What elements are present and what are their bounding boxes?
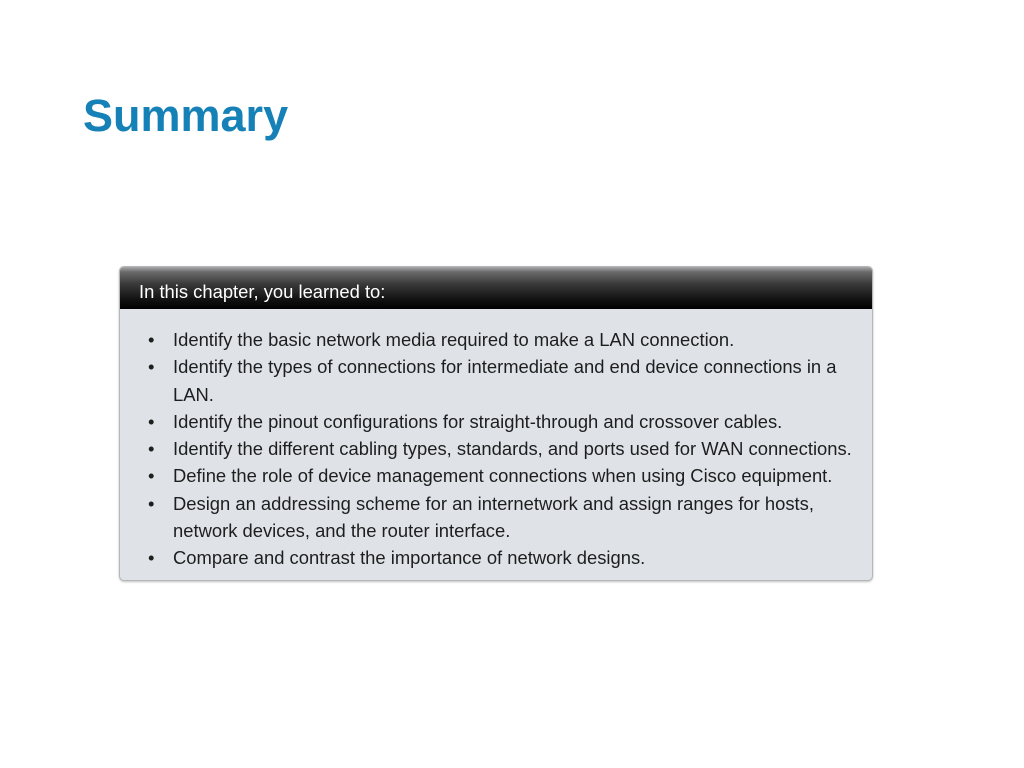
bullet: • bbox=[148, 410, 155, 432]
summary-item-text: Identify the pinout configurations for straight-through and crossover cables. bbox=[173, 410, 783, 432]
slide-title: Summary bbox=[83, 90, 289, 141]
summary-item bbox=[148, 490, 868, 545]
panel-header-text: In this chapter, you learned to: bbox=[139, 281, 386, 302]
summary-item-text: Compare and contrast the importance of network designs. bbox=[173, 547, 646, 569]
bullet: • bbox=[148, 329, 155, 350]
bullet: • bbox=[148, 465, 155, 487]
panel-header bbox=[120, 267, 872, 309]
summary-item-text: Identify the types of connections for intermediate and end device connections in a LAN. bbox=[173, 356, 837, 405]
summary-item bbox=[148, 435, 868, 462]
bullet: • bbox=[148, 356, 155, 378]
summary-item bbox=[148, 326, 868, 353]
bullet: • bbox=[148, 547, 155, 569]
summary-item bbox=[148, 544, 868, 571]
summary-item-text: Identify the different cabling types, standards, and ports used for WAN connections. bbox=[173, 438, 852, 460]
summary-panel bbox=[119, 266, 873, 581]
summary-list bbox=[148, 326, 868, 572]
summary-item bbox=[148, 408, 868, 435]
bullet: • bbox=[148, 438, 155, 460]
summary-item-text: Define the role of device management connections when using Cisco equipment. bbox=[173, 465, 833, 487]
summary-item-text: Design an addressing scheme for an internetwork and assign ranges for hosts, network devices, and the router interface. bbox=[173, 492, 814, 542]
summary-item-text: Identify the basic network media required to make a LAN connection. bbox=[173, 329, 735, 350]
summary-item bbox=[148, 353, 868, 408]
bullet: • bbox=[148, 492, 155, 514]
summary-item bbox=[148, 462, 868, 489]
